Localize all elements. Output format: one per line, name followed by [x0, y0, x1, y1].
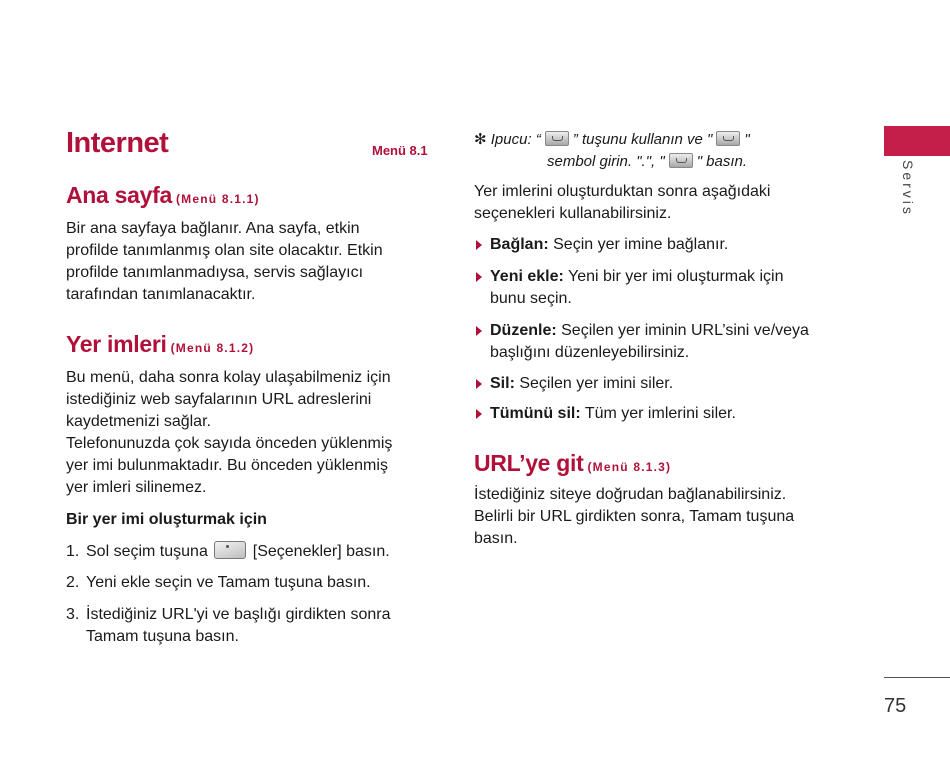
bullet-arrow-icon	[476, 379, 482, 389]
option-duzenle	[476, 320, 856, 364]
option-baglan	[476, 234, 856, 256]
tip-text: Ipucu: “	[490, 131, 541, 148]
ana-sayfa-heading-text: Ana sayfa	[66, 182, 172, 208]
footer-divider	[884, 677, 950, 678]
option-text: Yeni bir yer imi oluşturmak için	[567, 268, 784, 285]
text-line: yer imi bulunmaktadır. Bu önceden yüklenmiş	[66, 457, 388, 474]
star-key-icon	[545, 131, 569, 146]
left-soft-key-icon	[214, 541, 246, 559]
tip-box	[474, 129, 844, 173]
text-line: Yer imlerini oluşturduktan sonra aşağıdaki	[474, 183, 771, 200]
tip-text: " basın.	[696, 153, 748, 170]
option-label: Düzenle:	[490, 322, 557, 339]
option-text: Seçilen yer iminin URL’sini ve/veya	[561, 322, 809, 339]
text-line: profilde tanımlanmış olan site olacaktır. Etkin	[66, 242, 383, 259]
option-label: Sil:	[490, 375, 515, 392]
text-line: Telefonunuzda çok sayıda önceden yüklenmiş	[66, 435, 393, 452]
tip-text: sembol girin. ".", "	[547, 153, 665, 170]
url-ye-git-heading-text: URL’ye git	[474, 450, 584, 476]
bullet-arrow-icon	[476, 240, 482, 250]
symbol-key-icon	[716, 131, 740, 146]
section-tab	[884, 126, 950, 156]
tip-line-1	[474, 129, 844, 151]
step-number: 2.	[66, 574, 80, 591]
text-line: Bir ana sayfaya bağlanır. Ana sayfa, etkin	[66, 220, 360, 237]
text-line: Belirli bir URL girdikten sonra, Tamam tuşuna	[474, 508, 795, 525]
option-text-continued: bunu seçin.	[490, 290, 572, 307]
text-line: basın.	[474, 530, 518, 547]
step-1	[66, 541, 446, 563]
text-line: İstediğiniz siteye doğrudan bağlanabilirsiniz.	[474, 486, 787, 503]
step-text-continued: Tamam tuşuna basın.	[86, 628, 239, 645]
option-label: Tümünü sil:	[490, 405, 581, 422]
step-text: İstediğiniz URL'yi ve başlığı girdikten sonra	[86, 606, 391, 623]
star-key-icon	[669, 153, 693, 168]
tip-line-2	[474, 151, 844, 173]
url-ye-git-heading	[474, 450, 671, 477]
bullet-arrow-icon	[476, 272, 482, 282]
step-text: Sol seçim tuşuna	[86, 543, 208, 560]
yer-imleri-heading	[66, 331, 254, 358]
url-ye-git-paragraph	[474, 484, 854, 550]
option-sil	[476, 373, 856, 395]
url-ye-git-menu-code: (Menü 8.1.3)	[587, 460, 672, 474]
text-line: kaydetmenizi sağlar.	[66, 413, 211, 430]
text-line: yer imleri silinemez.	[66, 479, 207, 496]
yer-imleri-paragraph	[66, 367, 446, 499]
page-number: 75	[884, 695, 907, 717]
text-line: profilde tanımlanmadıysa, servis sağlayıcı	[66, 264, 364, 281]
text-line: istediğiniz web sayfalarının URL adreslerini	[66, 391, 372, 408]
ana-sayfa-paragraph	[66, 218, 446, 306]
step-text-after: [Seçenekler] basın.	[252, 543, 390, 560]
title-menu-code: Menü 8.1	[372, 143, 428, 158]
option-yeni-ekle	[476, 266, 856, 310]
create-bookmark-subheading: Bir yer imi oluşturmak için	[66, 511, 267, 528]
bullet-arrow-icon	[476, 409, 482, 419]
option-label: Yeni ekle:	[490, 268, 564, 285]
step-text: Yeni ekle seçin ve Tamam tuşuna basın.	[86, 574, 371, 591]
page-title: Internet	[66, 127, 169, 159]
text-line: tarafından tanımlanacaktır.	[66, 286, 256, 303]
tip-text: ” tuşunu kullanın ve "	[572, 131, 713, 148]
tip-star-icon: ✻	[474, 131, 487, 148]
option-text: Seçilen yer imini siler.	[519, 375, 674, 392]
options-intro	[474, 181, 854, 225]
yer-imleri-menu-code: (Menü 8.1.2)	[170, 341, 255, 355]
option-text: Tüm yer imlerini siler.	[584, 405, 736, 422]
step-number: 3.	[66, 606, 80, 623]
text-line: Bu menü, daha sonra kolay ulaşabilmeniz için	[66, 369, 391, 386]
tip-text: "	[744, 131, 750, 148]
step-2	[66, 572, 446, 594]
section-side-label: Servis	[900, 160, 916, 217]
option-text-continued: başlığını düzenleyebilirsiniz.	[490, 344, 690, 361]
ana-sayfa-menu-code: (Menü 8.1.1)	[175, 192, 260, 206]
option-tumunu-sil	[476, 403, 856, 425]
step-number: 1.	[66, 543, 80, 560]
ana-sayfa-heading	[66, 182, 260, 209]
step-3	[66, 604, 446, 648]
bullet-arrow-icon	[476, 326, 482, 336]
text-line: seçenekleri kullanabilirsiniz.	[474, 205, 672, 222]
yer-imleri-heading-text: Yer imleri	[66, 331, 167, 357]
option-label: Bağlan:	[490, 236, 549, 253]
option-text: Seçin yer imine bağlanır.	[553, 236, 729, 253]
